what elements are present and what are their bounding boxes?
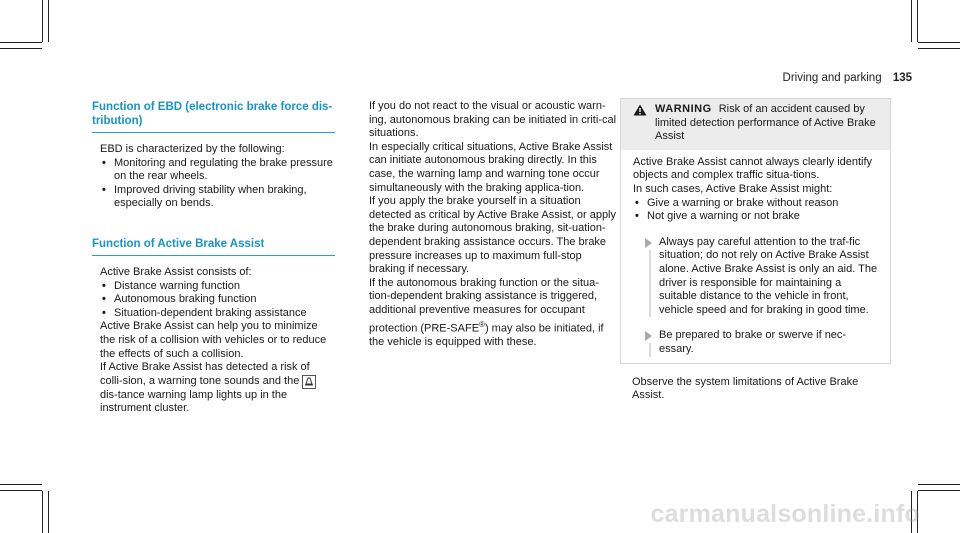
crop-mark: [917, 0, 918, 42]
list-item: • Autonomous braking function: [100, 293, 335, 307]
instruction-arrow-icon: [645, 238, 652, 248]
section-title: Driving and parking: [782, 72, 882, 84]
crop-mark: [911, 0, 912, 42]
instruction-text: Always pay careful attention to the traf-fic situation; do not rely on Active Brake Assist alone. Active Brake Assist is only an aid. The driver is responsible for maintaining a suitable distance to the vehicle in front, vehicle speed and for braking in good time.: [659, 235, 878, 316]
crop-mark: [918, 490, 960, 491]
crop-mark: [48, 0, 49, 42]
warning-text: In such cases, Active Brake Assist might:: [633, 182, 833, 195]
ebd-intro: EBD is characterized by the following:: [100, 143, 285, 155]
list-item: • Improved driving stability when braking, especially on bends.: [100, 184, 335, 211]
column-middle: [369, 100, 620, 349]
aba-paragraph-part: If the autonomous braking function or the situa-tion-dependent braking assistance is triggered, additional preventive measures for occupant protection (PRE-SAFE: [369, 276, 599, 335]
list-item: • Distance warning function: [100, 280, 335, 294]
aba-paragraph: [369, 277, 620, 350]
warning-text: Active Brake Assist cannot always clearly identify objects and complex traffic situa-tions.: [633, 155, 873, 182]
crop-mark: [918, 48, 960, 49]
observe-note: Observe the system limitations of Active Brake Assist.: [632, 375, 859, 402]
list-item: • Monitoring and regulating the brake pressure on the rear wheels.: [100, 157, 335, 184]
crop-mark: [0, 48, 42, 49]
aba-paragraph-part: If Active Brake Assist has detected a risk of colli-sion, a warning tone sounds and the: [100, 361, 310, 387]
list-item: • Not give a warning or not brake: [633, 210, 880, 224]
collision-warning-lamp-icon: [302, 375, 316, 389]
page-number: 135: [892, 72, 912, 84]
warning-body: [621, 150, 890, 363]
aba-bullet-list: [100, 280, 335, 321]
warning-triangle-icon: [633, 104, 647, 116]
warning-header: [621, 99, 890, 150]
aba-paragraph: In especially critical situations, Active Brake Assist can initiate autonomous braking directly. In this case, the warning lamp and warning tone occur simultaneously with the braking applica-tion.: [369, 140, 613, 194]
crop-mark: [918, 42, 960, 43]
aba-paragraph-part: ) may also be initiated, if the vehicle is equipped with these.: [369, 322, 604, 348]
list-item: • Give a warning or brake without reason: [633, 197, 880, 211]
warning-box: [620, 98, 891, 364]
page-header: [783, 72, 912, 84]
warning-heading: Risk of an accident caused by limited detection performance of Active Brake Assist: [655, 103, 876, 143]
instruction-item: [633, 329, 880, 356]
warning-bullet-list: [633, 197, 880, 224]
instruction-text: Be prepared to brake or swerve if nec-essary.: [659, 329, 847, 355]
aba-paragraph: If you apply the brake yourself in a situation detected as critical by Active Brake Assist, or apply the brake during autonomous braking, sit-uation-dependent braking assistance occurs. The brake pressure increases up to maximum full-stop braking if necessary.: [369, 195, 617, 276]
ebd-section-title: Function of EBD (electronic brake force dis- tribution): [92, 100, 335, 133]
warning-label: WARNING: [655, 103, 712, 115]
column-left: [92, 100, 335, 416]
crop-mark: [48, 491, 49, 533]
aba-paragraph: Active Brake Assist can help you to minimize the risk of a collision with vehicles or to reduce the effects of such a collision.: [100, 320, 327, 360]
watermark: carmanualsonline.info: [650, 500, 920, 528]
column-right: [620, 98, 891, 403]
crop-mark: [0, 490, 42, 491]
crop-mark: [0, 42, 42, 43]
aba-paragraph-warning: [100, 361, 335, 416]
aba-section-body: [92, 266, 335, 416]
instruction-rail: [649, 250, 651, 318]
instruction-item: [633, 236, 880, 318]
registered-mark: ®: [479, 319, 485, 329]
instruction-arrow-icon: [645, 331, 652, 341]
aba-section-title: Function of Active Brake Assist: [92, 237, 335, 256]
ebd-section-body: [92, 143, 335, 211]
aba-intro: Active Brake Assist consists of:: [100, 265, 252, 278]
collision-warning-lamp-icon-glyph: [304, 376, 314, 386]
aba-paragraph-part: dis-tance warning lamp lights up in the instrument cluster.: [100, 388, 288, 415]
crop-mark: [42, 491, 43, 533]
crop-mark: [0, 484, 42, 485]
aba-paragraph: If you do not react to the visual or acoustic warn-ing, autonomous braking can be initiated in criti-cal situations.: [369, 100, 617, 140]
instruction-rail: [649, 343, 651, 356]
crop-mark: [42, 0, 43, 42]
list-item: • Situation-dependent braking assistance: [100, 307, 335, 321]
ebd-bullet-list: [100, 157, 335, 211]
crop-mark: [918, 484, 960, 485]
